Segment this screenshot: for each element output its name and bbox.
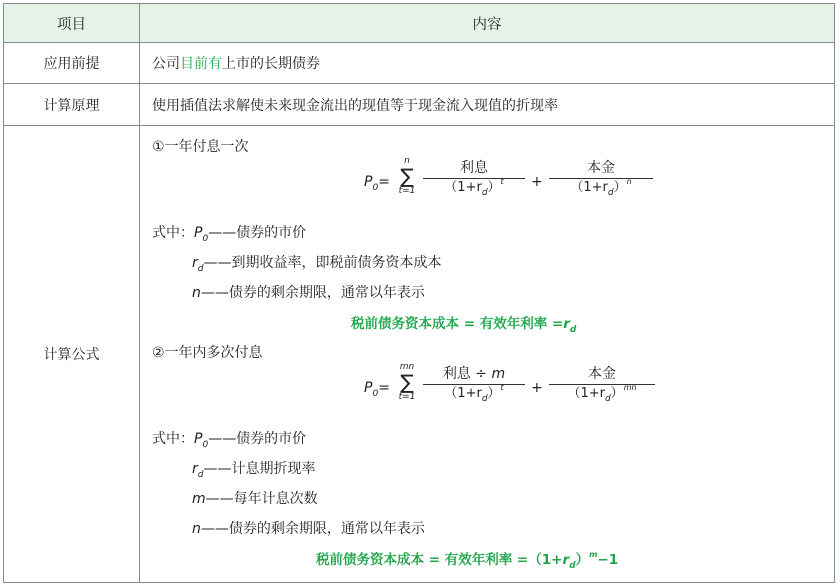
part2-def-n: n——债券的剩余期限，通常以年表示	[192, 521, 425, 537]
scope-text: 公司目前有上市的长期债券	[140, 43, 835, 84]
part1-def-p: 式中：$P_0——$债券的市价	[152, 225, 307, 244]
part2-interest-fraction: 利息 ÷ m $(1+r_d)^t$	[423, 364, 525, 404]
part2-def-p: 式中：$P_0——$债券的市价	[152, 431, 307, 450]
formula-content	[140, 126, 835, 583]
part1-sum: n ∑ t=1	[398, 156, 416, 196]
row-scope	[4, 43, 835, 84]
part1-lhs: $P_0=$	[364, 174, 390, 193]
part1-plus: +	[531, 174, 543, 190]
part2-principal-fraction: 本金 $(1+r_d)^{mn}$	[549, 364, 655, 404]
part1-def-n: n——债券的剩余期限，通常以年表示	[192, 285, 425, 301]
principle-text: 使用插值法求解使未来现金流出的现值等于现金流入现值的折现率	[140, 84, 835, 126]
scope-label: 应用前提	[4, 43, 140, 84]
part1-interest-fraction: 利息 $(1+r_d)^t$	[423, 158, 525, 198]
part1-heading: ①一年付息一次	[152, 139, 249, 155]
part1-def-rd: $r_d——$到期收益率，即税前债务资本成本	[192, 255, 442, 274]
scope-highlight: 目前有	[180, 56, 222, 72]
header-content: 内容	[140, 4, 835, 43]
formula-label: 计算公式	[4, 126, 140, 583]
part2-result: 税前债务资本成本 = 有效年利率 $=(1+r_d)^m-1$	[316, 550, 619, 571]
content-table-frame	[3, 3, 835, 582]
part1-result: 税前债务资本成本 = 有效年利率 $=r_d$	[351, 316, 577, 335]
part2-lhs: $P_0=$	[364, 380, 390, 399]
header-item: 项目	[4, 4, 140, 43]
part2-heading: ②一年内多次付息	[152, 345, 263, 361]
part2-def-m: m——每年计息次数	[192, 491, 318, 507]
part2-sum: mn ∑ t=1	[398, 362, 416, 402]
row-principle	[4, 84, 835, 126]
row-formula	[4, 126, 835, 583]
part2-def-rd: $r_d——$计息期折现率	[192, 461, 316, 480]
part2-plus: +	[531, 380, 543, 396]
part1-principal-fraction: 本金 $(1+r_d)^n$	[549, 158, 653, 198]
principle-label: 计算原理	[4, 84, 140, 126]
bond-cost-table	[3, 3, 835, 583]
